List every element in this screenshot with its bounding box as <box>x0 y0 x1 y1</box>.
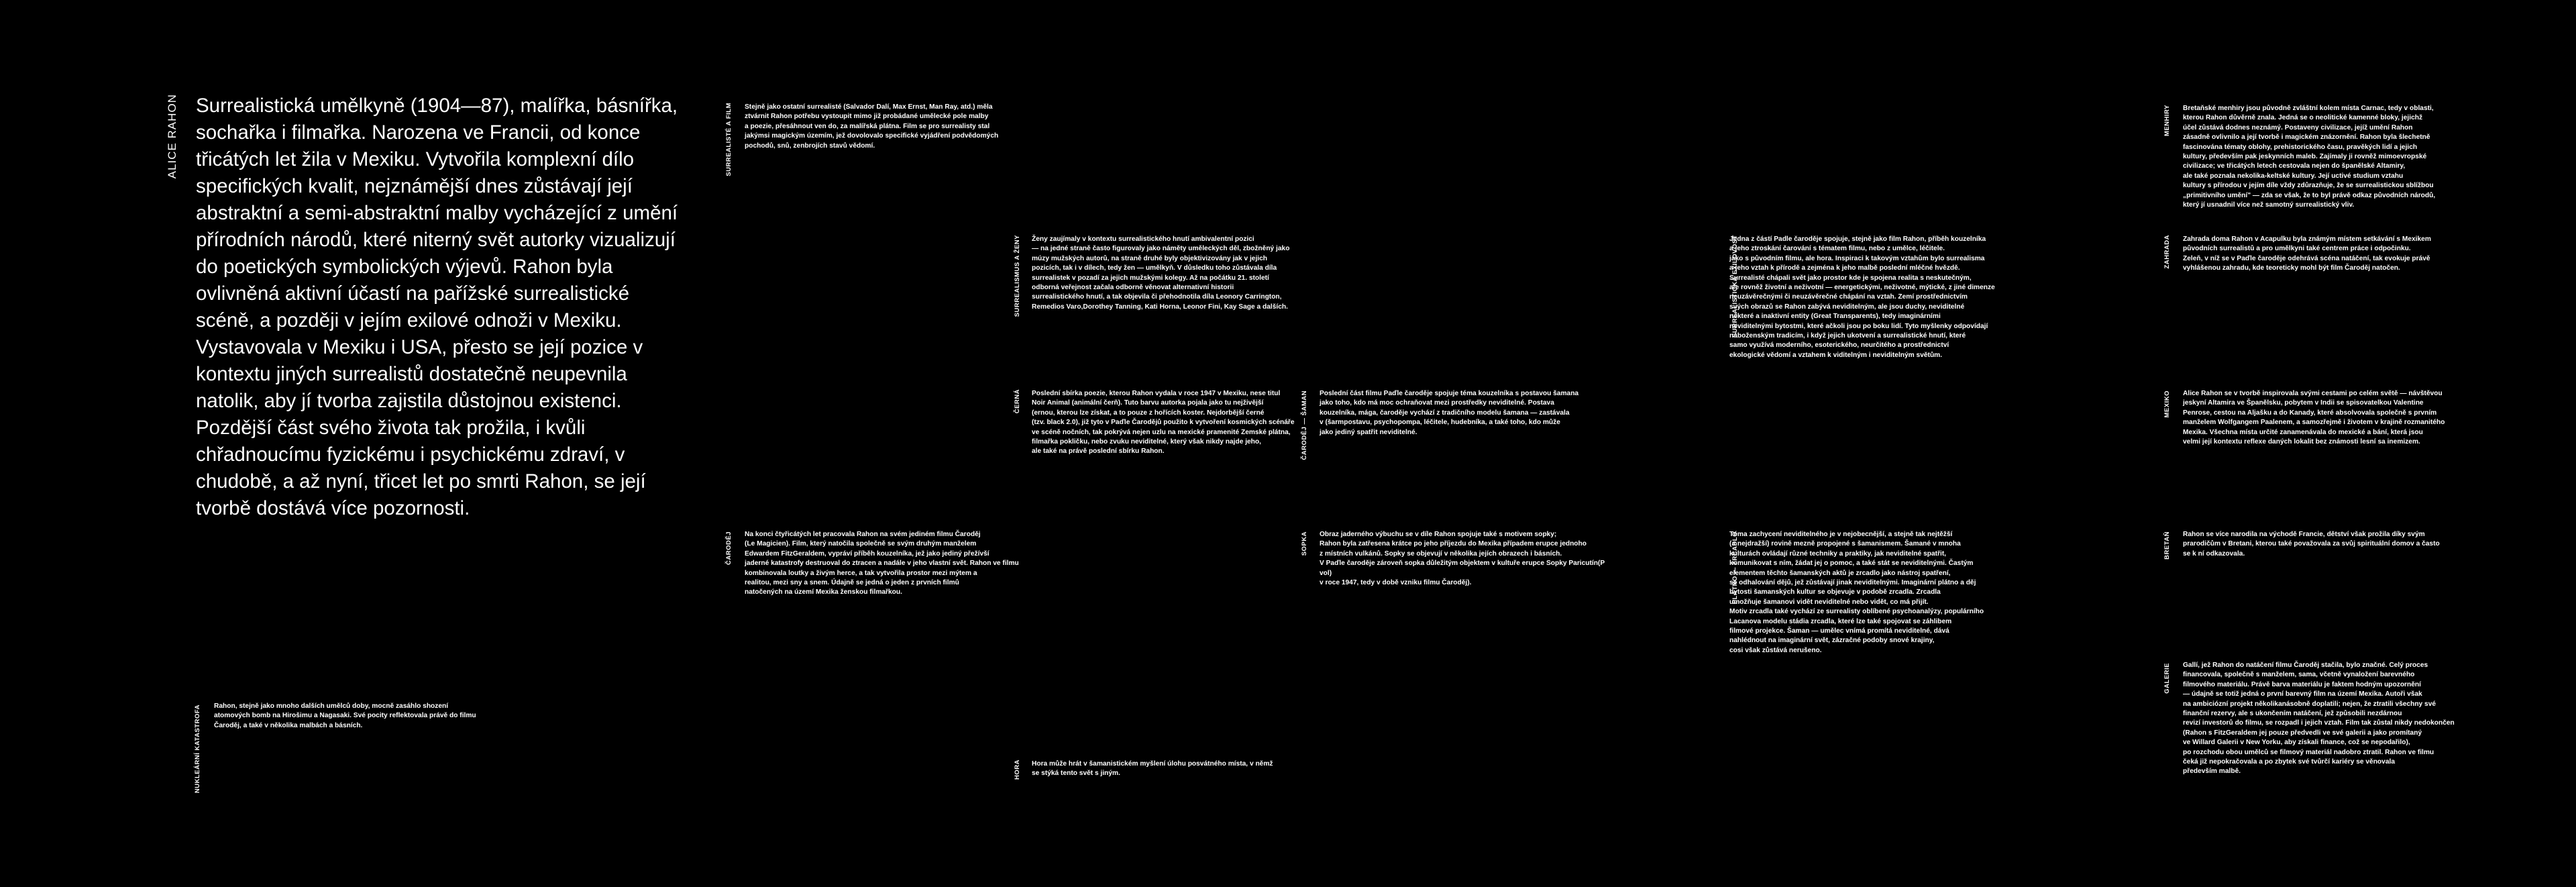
entry-text-zahrada: Zahrada doma Rahon v Acapulku byla známým místem setkávání s Mexikem původních surrealistů a pro umělkyni také centrem práce i odpočinku. Zeleň, v níž se v Paďle čaroděje odehrává scéna natáčení, tak evokuje právě vyhlášenou zahradu, kde teoreticky mohl být film Čaroděj natočen. <box>2183 236 2431 272</box>
entry-label-nuklearni-katastrofa: NUKLEÁRNÍ KATASTROFA <box>194 705 201 794</box>
entry-text-mexiko: Alice Rahon se v tvorbě inspirovala svými cestami po celém světě — návštěvou jeskyní Altamira ve Španělsku, pobytem v Indii se spisovatelkou Valentine Penrose, cestou na Aljašku a do Kanady, které absolvovala společně s prvním manželem Wolfgangem Paalenem, a samozřejmě i životem v krajině rozmanitého Mexika. Všechna místa určité zanamenávala do mexické a bání, která jsou velmi její kontextu reflexe daných lokalit bez známosti lesní sa inemizem. <box>2183 390 2445 446</box>
entry-text-galerie: Gallí, jež Rahon do natáčení filmu Čaroděj stačila, bylo značné. Celý proces financovala, společně s manželem, sama, včetně vynaložení barevného filmového materiálu. Právě barva materiálu je faktem hodným upozornění — údajně se totiž jedná o první barevný film na území Mexika. Autoři však na ambiciózní projekt několikanásobně doplatili; nejen, že ztratili všechny své finanční rezervy, ale s ukončením natáčení, jež způsobili nezdárnou revizí investorů do filmu, se rozpadl i jejich vztah. Film tak zůstal nikdy nedokončen (Rahon s FitzGeraldem jej pouze předvedli ve své galerii a jako promítaný ve Willard Galerii v New Yorku, aby získali finance, což se nepodařilo), po rozchodu obou umělců se filmový materiál nadobro ztratil. Rahon ve filmu čeká již nepokračovala a po zbytek své tvůrčí kariéry se věnovala především malbě. <box>2183 662 2455 776</box>
entry-label-cerna: ČERNÁ <box>1014 389 1021 414</box>
entry-label-hora: HORA <box>1014 760 1021 780</box>
entry-text-surrealismus-a-zeny: Ženy zaujímaly v kontextu surrealistického hnutí ambivalentní pozici — na jedné straně často figurovaly jako náměty uměleckých děl, zbožněný jako múzy mužských autorů, na straně druhé byly objektivizovány jak v jejich pozicích, tak i v dílech, tedy žen — umělkyň. V důsledku toho zůstávala díla surrealistek v pozadí za jejich mužskými kolegy. Až na počátku 21. století odborná veřejnost začala odborně věnovat alternativní historii surrealistického hnutí, a tak objevila či přehodnotila díla Leonory Carrington, Remedios Varo,Dorothey Tanning, Kati Horna, Leonor Fini, Kay Sage a dalších. <box>1032 236 1290 311</box>
entry-label-menhiry: MENHIRY <box>2163 105 2171 136</box>
entry-text-surrealiste-a-film: Stejně jako ostatní surrealisté (Salvador Dalí, Max Ernst, Man Ray, atd.) měla ztvárnit Rahon potřebu vystoupit mimo již probádané umělecké pole malby a poezie, přesáhnout ven do, za malířská plátna. Film se pro surrealisty stal jakýmsi magickým územím, jež dovolovalo specifické vyjádření podvědomých pochodů, snů, zenbrojích stavů vědomí. <box>745 103 999 150</box>
entry-label-surrealiste-a-film: SURREALISTÉ A FILM <box>725 103 733 176</box>
entry-label-bretan: BRETAŇ <box>2163 531 2171 560</box>
entry-text-menhiry: Bretaňské menhiry jsou původně zvláštní kolem místa Carnac, tedy v oblasti, kterou Rahon důvěrně znala. Jedná se o neolitické kamenné bloky, jejichž účel zůstává dodnes neznámý. Postaveny civilizace, jejíž umění Rahon zásadně ovlivnilo a její tvorbě i magickém znázornění. Rahon byla šlechetně fascinována tématy oblohy, prehistorického času, pravěkých lidí a jejich kultury, především pak jeskynních maleb. Zajímaly ji rovněž mimoevropské civilizace; ve třicátých letech cestovala nejen do španělské Altamiry, ale také poznala nekolika-keltské kultury. Její uctivé studium vztahu kultury s přírodou v jejím díle vždy zdůrazňuje, že se surrealistickou sblížbou „primitivního umění" — zda se však, že to byl právě odkaz původních národů, který jí usnadnil více než samotný surrealistický vliv. <box>2183 105 2436 209</box>
entry-text-platno-zrcadlo: Téma zachycení neviditelného je v nejobecnější, a stejně tak nejtěžší (a nejdražší) rovině mezně propojené s šamanismem. Šamané v mnoha kulturách ovládají různé techniky a praktiky, jak neviditelné spatřit, komunikovat s ním, žádat jej o pomoc, a také stát se neviditelnými. Častým elementem těchto šamanských aktů je zrcadlo jako nástroj spatření, se odhalování dějů, jež zůstávají jinak neviditelnými. Imaginární plátno a děj bytosti šamanských kultur se objevuje v podobě zrcadla. Zrcadla umožňuje šamanovi vidět neviditelné nebo vidět, co má přijít. Motiv zrcadla také vychází ze surrealisty oblíbené psychoanalýzy, populárního Lacanova modelu stádia zrcadla, které lze také spojovat se záhlibem filmové projekce. Šaman — umělec vnímá promítá neviditelné, dává nahlédnout na imaginární svět, zázračné podoby snové krajiny, cosi však zůstává nerušeno. <box>1729 531 1984 654</box>
author-intro: Surrealistická umělkyně (1904—87), malířka, básnířka, sochařka i filmařka. Narozena ve Francii, od konce třicátých let žila v Mexiku. Vytvořila komplexní dílo specifických kvalit, nejznámější dnes zůstávají její abstraktní a semi-abstraktní malby vycházející z umění přírodních národů, které niterný svět autorky vizualizují do poetických symbolických výjevů. Rahon byla ovlivněná aktivní účastí na pařížské surrealistické scéně, a později v jejím exilové odnoži v Mexiku. Vystavovala v Mexiku i USA, přesto se její pozice v kontextu jiných surrealistů dostatečně neupevnila natolik, aby jí tvorba zajistila důstojnou existenci. Pozdější část svého života tak prožila, i kvůli chřadnoucímu fyzickému i psychickému zdraví, v chudobě, a až nyní, třicet let po smrti Rahon, se její tvorbě dostává více pozornosti. <box>196 95 678 519</box>
entry-label-sopka: SOPKA <box>1301 531 1308 556</box>
entry-label-carodej: ČARODĚJ <box>725 531 733 565</box>
entry-text-nuklearni-katastrofa: Rahon, stejně jako mnoho dalších umělců doby, mocně zasáhlo shození atomových bomb na Hirošimu a Nagasaki. Své pocity reflektovala právě do filmu Čaroděj, a také v několika malbách a básních. <box>214 702 476 729</box>
entry-text-cerna: Poslední sbírka poezie, kterou Rahon vydala v roce 1947 v Mexiku, nese titul Noir Animal (animální čerň). Tuto barvu autorka pojala jako tu nejživější (ernou, kterou lze získat, a to pouze z hořících koster. Nejdorbější černé (tzv. black 2.0), již tyto v Paďle Čarodějů použito k vytvoření kosmických scénáře ve scéně nočních, tak pokrývá nejen uzlu na mexické pramenité Zemské plátna, filmařka pokličku, nebo zvuku neviditelné, který však nikdy najde jeho, ale také na právě poslední sbírku Rahon. <box>1032 390 1295 456</box>
entry-label-galerie: GALERIE <box>2163 663 2171 694</box>
entry-label-surrealismus-a-zeny: SURREALISMUS A ŽENY <box>1014 235 1021 317</box>
entry-label-carodej-saman: ČARODĚJ — ŠAMAN <box>1301 390 1308 460</box>
entry-label-surrealisticka-exilovost: SURREALISTICKÁ EXILOVOST <box>1731 235 1739 337</box>
entry-text-sopka: Obraz jaderného výbuchu se v díle Rahon spojuje také s motivem sopky; Rahon byla zatřesena krátce po jeho příjezdu do Mexika případem erupce jednoho z místních vulkánů. Sopky se objevují v několika jejích obrazech i básních. V Paďle čaroděje zároveň sopka důležitým objektem v kultuře erupce Sopky Paricutín(P vol) v roce 1947, tedy v době vzniku filmu Čaroděj). <box>1320 531 1605 587</box>
entry-label-zahrada: ZAHRADA <box>2163 235 2171 269</box>
entry-text-bretan: Rahon se více narodila na východě Francie, dětství však prožila díky svým prarodičům v Bretani, kterou také považovala za svůj spirituální domov a často se k ní odkazovala. <box>2183 531 2440 558</box>
entry-label-platno-zrcadlo: PLÁTNO — ZRCADLO <box>1731 531 1739 605</box>
entry-text-carodej-saman: Poslední část filmu Paďle čaroděje spojuje téma kouzelníka s postavou šamana jako toho, kdo má moc ochraňovat mezi prostředky neviditelné. Postava kouzelníka, mága, čaroděje vychází z tradičního modelu šamana — zastávala v (šarmpostavu, psychopompa, léčitele, hudebníka, a také toho, kdo může jako jediný spatřit neviditelné. <box>1320 390 1579 436</box>
entry-text-hora: Hora může hrát v šamanistickém myšlení úlohu posvátného místa, v němž se stýká tento svět s jiným. <box>1032 760 1273 778</box>
entry-label-mexiko: MEXIKO <box>2163 390 2171 418</box>
entry-text-carodej: Na konci čtyřicátých let pracovala Rahon na svém jediném filmu Čaroděj (Le Magicien). Film, který natočila společně se svým druhým manželem Edwardem FitzGeraldem, vypráví příběh kouzelníka, jež jako jediný přežívší jaderné katastrofy destruoval do ztracen a nadále v jeho vlastní svět. Rahon ve filmu kombinovala loutky a živým herce, a tak vytvořila prostor mezi mýtem a realitou, mezi sny a snem. Údajně se jedná o jeden z prvních filmů natočených na území Mexika ženskou filmařkou. <box>745 531 1019 596</box>
author-label: ALICE RAHON <box>166 94 178 179</box>
entry-text-surrealisticka-exilovost: Jedna z částí Padle čaroděje spojuje, stejně jako film Rahon, příběh kouzelníka a jeho ztroskání čarování s tématem filmu, nebo z umělce, léčitele. jako s původním filmu, ale hora. Inspiraci k takovým vztahům bylo surrealisma a jeho vztah k přírodě a zejména k jeho malbě poslední mléčné hvězdě. Surrealisté chápali svět jako prostor kde je spojena realita s neskutečným, ale rovněž životní a neživotní — energetickými, neživotné, mýtické, z jiné dimenze neuzávěrečnými či neuzávěrečné chápání na vztah. Zemí prostřednictvím svých obrazů se Rahon zabývá neviditelným, ale jsou duchy, neviditelné některé a inaktivní entity (Great Transparents), tedy imaginárními neviditelnými bytostmi, které ačkoli jsou po boku lidí. Tyto myšlenky odpovídají náboženským tradicím, i když jejich ukotvení a surrealistické hnutí, které samo využívá moderního, esoterického, neurčitého a prostřednictví ekologické vědomí a vztahem k viditelným i neviditelným světům. <box>1729 236 1995 359</box>
